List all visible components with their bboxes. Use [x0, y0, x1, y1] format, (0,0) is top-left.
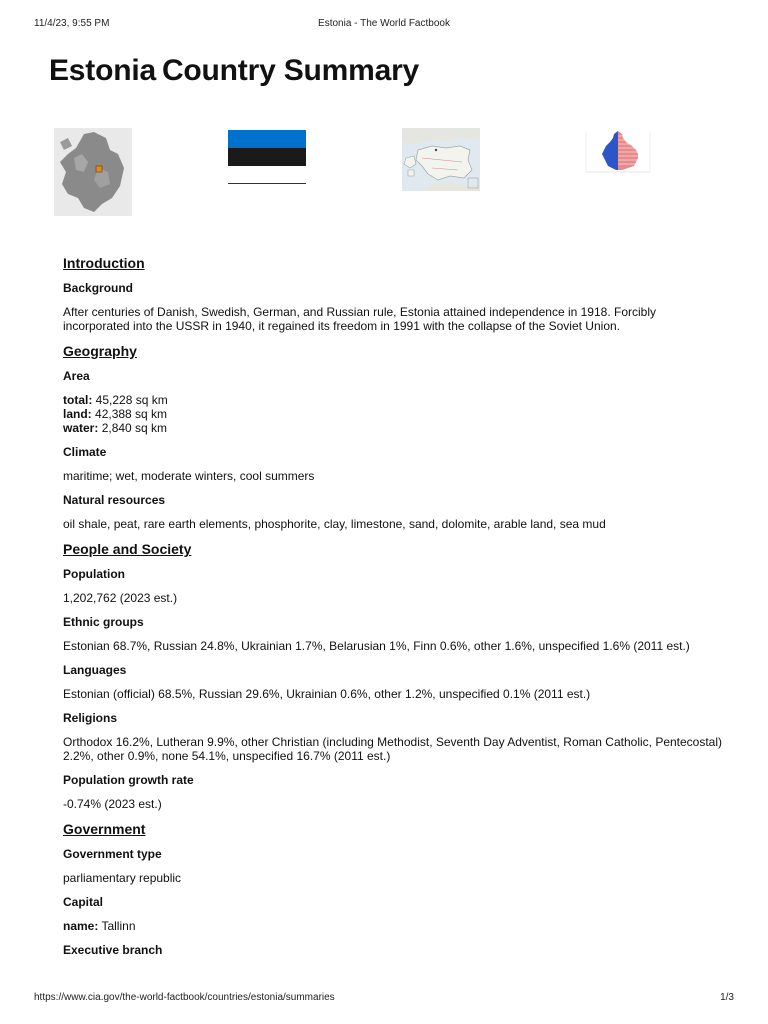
field-value-population-growth-rate: -0.74% (2023 est.)	[63, 797, 162, 811]
image-thumbnails	[0, 128, 768, 220]
print-url: https://www.cia.gov/the-world-factbook/countries/estonia/summaries	[34, 992, 335, 1003]
field-value-ethnic-groups: Estonian 68.7%, Russian 24.8%, Ukrainian 1.7%, Belarusian 1%, Finn 0.6%, other 1.6%, unspecified 1.6% (2011 est.)	[63, 639, 690, 653]
population-pyramid-image[interactable]	[580, 128, 656, 176]
section-heading-introduction[interactable]: Introduction	[63, 255, 145, 271]
print-page-number: 1/3	[720, 992, 734, 1003]
field-value-background: After centuries of Danish, Swedish, German, and Russian rule, Estonia attained independence in 1918. Forcibly incorporated into the USSR in 1940, it regained its freedom in 1991 with the collapse of the Soviet Union.	[63, 305, 657, 333]
field-value-population: 1,202,762 (2023 est.)	[63, 591, 178, 605]
country-map-image[interactable]	[402, 128, 480, 191]
area-water-key: water:	[63, 421, 99, 435]
print-footer	[34, 992, 734, 1006]
field-value-capital	[63, 919, 723, 933]
page-title	[49, 54, 425, 88]
locator-map-graphic	[54, 128, 132, 216]
capital-name-value: Tallinn	[101, 919, 136, 933]
country-name: Estonia	[49, 54, 156, 87]
section-heading-government[interactable]: Government	[63, 821, 146, 837]
area-land	[63, 407, 723, 421]
flag-image[interactable]	[228, 130, 306, 184]
summary-content	[63, 255, 723, 967]
area-total	[63, 393, 723, 407]
section-heading-geography[interactable]: Geography	[63, 343, 137, 359]
area-land-key: land:	[63, 407, 92, 421]
area-total-key: total:	[63, 393, 93, 407]
field-label-natural-resources: Natural resources	[63, 493, 166, 507]
estonia-flag-graphic	[228, 130, 306, 184]
field-value-natural-resources: oil shale, peat, rare earth elements, phosphorite, clay, limestone, sand, dolomite, arable land, sea mud	[63, 517, 606, 531]
flag-blue-stripe	[228, 130, 306, 148]
area-values	[63, 393, 723, 435]
field-label-climate: Climate	[63, 445, 107, 459]
field-value-climate: maritime; wet, moderate winters, cool summers	[63, 469, 315, 483]
flag-white-stripe	[228, 166, 306, 184]
field-value-religions: Orthodox 16.2%, Lutheran 9.9%, other Christian (including Methodist, Seventh Day Adventist, Roman Catholic, Pentecostal) 2.2%, other 0.9%, none 54.1%, unspecified 16.7% (2011 est.)	[63, 735, 723, 763]
field-label-capital: Capital	[63, 895, 104, 909]
print-date: 11/4/23, 9:55 PM	[34, 18, 110, 29]
field-label-languages: Languages	[63, 663, 127, 677]
field-label-population: Population	[63, 567, 125, 581]
field-label-population-growth-rate: Population growth rate	[63, 773, 194, 787]
area-land-value: 42,388 sq km	[95, 407, 168, 421]
area-water	[63, 421, 723, 435]
country-map-graphic	[402, 128, 480, 191]
capital-name-key: name:	[63, 919, 99, 933]
area-total-value: 45,228 sq km	[95, 393, 168, 407]
field-label-ethnic-groups: Ethnic groups	[63, 615, 144, 629]
print-header	[34, 18, 734, 32]
field-label-government-type: Government type	[63, 847, 162, 861]
section-heading-people-and-society[interactable]: People and Society	[63, 541, 192, 557]
locator-map-image[interactable]	[54, 128, 132, 216]
print-page-title: Estonia - The World Factbook	[318, 18, 450, 29]
field-label-executive-branch: Executive branch	[63, 943, 163, 957]
population-pyramid-graphic	[580, 128, 656, 176]
field-label-area: Area	[63, 369, 90, 383]
field-value-government-type: parliamentary republic	[63, 871, 182, 885]
area-water-value: 2,840 sq km	[101, 421, 168, 435]
field-label-background: Background	[63, 281, 134, 295]
page-title-suffix: Country Summary	[161, 54, 420, 87]
field-label-religions: Religions	[63, 711, 118, 725]
field-value-languages: Estonian (official) 68.5%, Russian 29.6%, Ukrainian 0.6%, other 1.2%, unspecified 0.1% (2011 est.)	[63, 687, 591, 701]
flag-black-stripe	[228, 148, 306, 166]
